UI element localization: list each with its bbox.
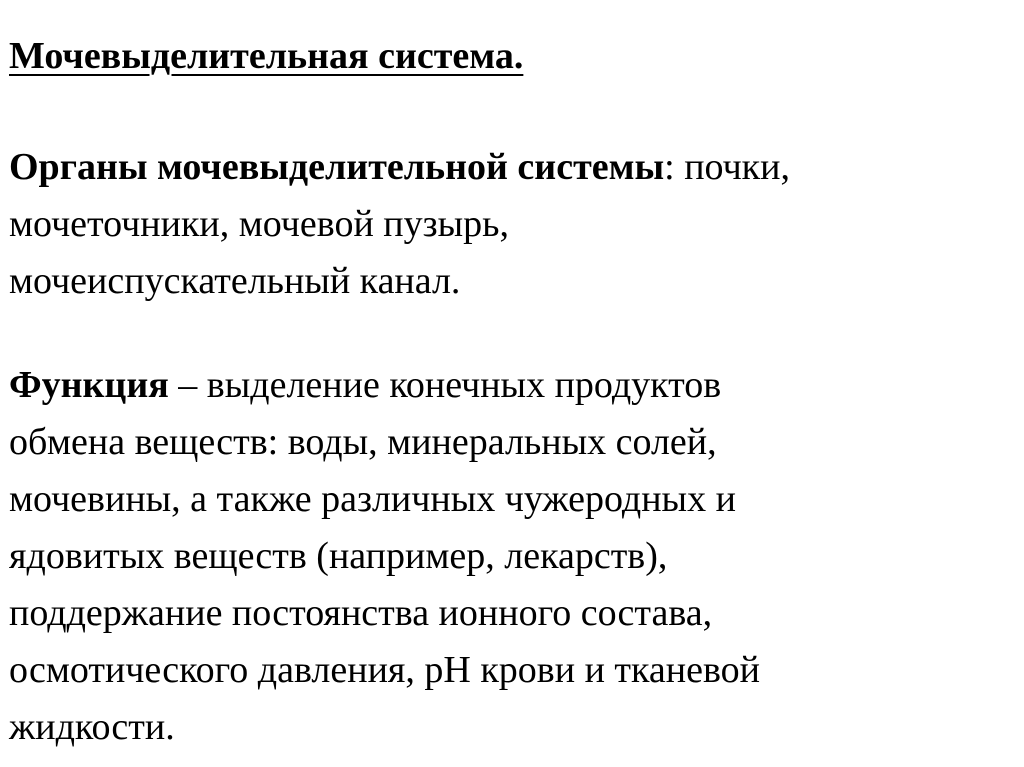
organs-line-3: мочеиспускательный канал. <box>9 260 461 302</box>
slide-title: Мочевыделительная система. <box>9 35 524 77</box>
function-line-1 <box>9 357 1009 414</box>
function-line-7: жидкости. <box>9 706 175 748</box>
organs-term: Органы мочевыделительной системы <box>9 146 665 188</box>
function-line-4: ядовитых веществ (например, лекарств), <box>9 535 668 577</box>
organs-rest-line-1: : почки, <box>664 146 790 188</box>
function-term: Функция <box>9 364 169 406</box>
organs-line-2: мочеточники, мочевой пузырь, <box>9 203 510 245</box>
function-rest-line-1: – выделение конечных продуктов <box>168 364 722 406</box>
function-line-5: поддержание постоянства ионного состава, <box>9 592 713 634</box>
function-line-3: мочевины, а также различных чужеродных и <box>9 478 736 520</box>
function-line-2: обмена веществ: воды, минеральных солей, <box>9 421 717 463</box>
organs-paragraph <box>9 139 1009 310</box>
organs-line-1 <box>9 139 1009 196</box>
function-paragraph <box>9 357 1009 756</box>
function-line-6: осмотического давления, pH крови и тканевой <box>9 649 760 691</box>
